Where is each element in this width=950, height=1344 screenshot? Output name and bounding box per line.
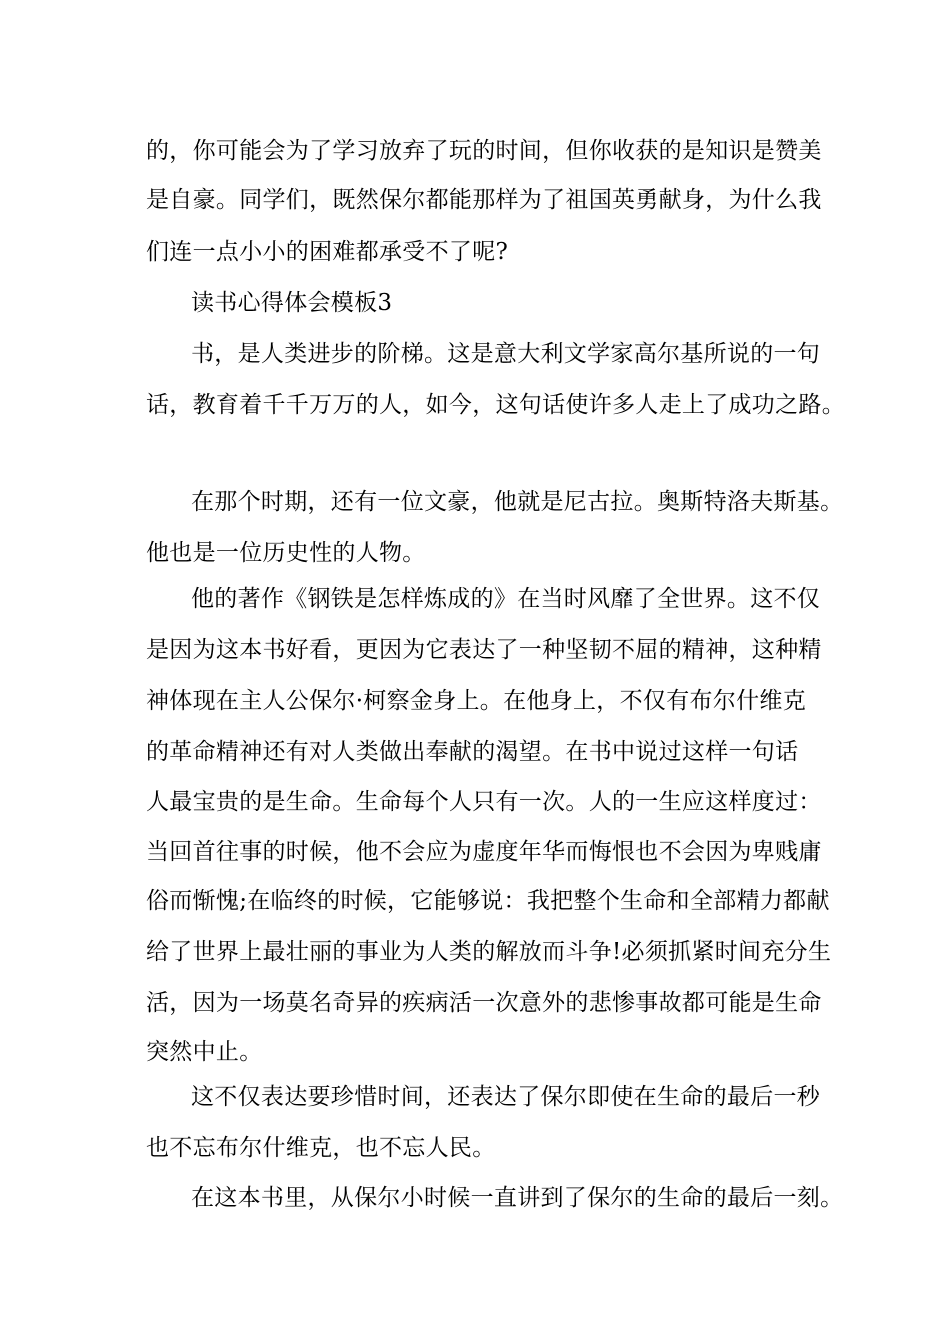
text-line: 话，教育着千千万万的人，如今，这句话使许多人走上了成功之路。 (146, 392, 845, 418)
text-line: 的革命精神还有对人类做出奉献的渴望。在书中说过这样一句话 (146, 739, 799, 765)
text-line: 这不仅表达要珍惜时间，还表达了保尔即使在生命的最后一秒 (191, 1084, 821, 1110)
text-line: 是自豪。同学们，既然保尔都能那样为了祖国英勇献身，为什么我 (146, 187, 822, 213)
text-line: 们连一点小小的困难都承受不了呢? (146, 239, 509, 265)
text-line: 给了世界上最壮丽的事业为人类的解放而斗争!必须抓紧时间充分生 (146, 939, 832, 965)
text-line: 突然中止。 (146, 1039, 263, 1065)
section-heading: 读书心得体会模板3 (191, 290, 393, 316)
text-line: 神体现在主人公保尔·柯察金身上。在他身上，不仅有布尔什维克 (146, 688, 807, 714)
text-line: 当回首往事的时候，他不会应为虚度年华而悔恨也不会因为卑贱庸 (146, 839, 822, 865)
text-line: 在那个时期，还有一位文豪，他就是尼古拉。奥斯特洛夫斯基。 (191, 489, 844, 515)
text-line: 是因为这本书好看，更因为它表达了一种坚韧不屈的精神，这种精 (146, 637, 822, 663)
text-line: 他的著作《钢铁是怎样炼成的》在当时风靡了全世界。这不仅 (191, 586, 821, 612)
text-line: 活，因为一场莫名奇异的疾病活一次意外的悲惨事故都可能是生命 (146, 990, 822, 1016)
text-line: 俗而惭愧;在临终的时候，它能够说：我把整个生命和全部精力都献 (146, 888, 830, 914)
text-line: 的，你可能会为了学习放弃了玩的时间，但你收获的是知识是赞美 (146, 138, 822, 164)
text-line: 书，是人类进步的阶梯。这是意大利文学家高尔基所说的一句 (191, 341, 821, 367)
text-line: 他也是一位历史性的人物。 (146, 540, 426, 566)
text-line: 人最宝贵的是生命。生命每个人只有一次。人的一生应这样度过： (146, 789, 822, 815)
text-line: 也不忘布尔什维克，也不忘人民。 (146, 1135, 496, 1161)
text-line: 在这本书里，从保尔小时候一直讲到了保尔的生命的最后一刻。 (191, 1185, 844, 1211)
